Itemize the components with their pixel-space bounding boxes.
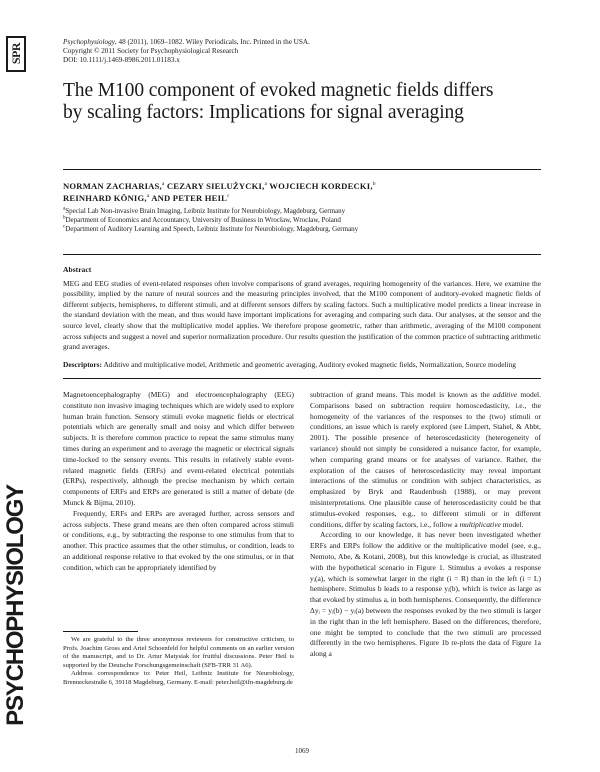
body-paragraph: Magnetoencephalography (MEG) and electroencephalography (EEG) constitute non invasive imaging techniques which are widely used to explore human brain function. Sensory stimuli evoke magnetic fields or electrical potentials which are generally small and noisy and which differ between subjects. It is therefore common practice to repeat the same stimulus many times during an experiment and to average the magnetic or electrical signals time-locked to the sensory events. This results in relatively stable event-related magnetic fields (ERFs) and event-related electrical potentials (ERPs), respectively, although the precise mechanism by which certain components of ERFs and ERPs are generated is still a matter of debate (de Munck & Bijma, 2010). [63,390,294,507]
spr-logo [6,36,26,72]
author-list: NORMAN ZACHARIAS,$^a$ CEZARY SIELUŻYCKI,$^a$ WOJCIECH KORDECKI,$^b$ REINHARD KÖNIG,$^a$ AND PETER HEIL$^c$ [63,181,376,203]
abstract-bottom-rule [63,378,541,379]
descriptors-text: Additive and multiplicative model, Arithmetic and geometric averaging, Auditory evoked magnetic fields, Normalization, Source modeling [102,359,516,369]
author-2: CEZARY SIELUŻYCKI, [166,181,265,191]
body-paragraph: Frequently, ERFs and ERPs are averaged further, across sensors and across subjects. These grand means are then often compared across stimuli or conditions, e.g., by subtracting the response to one stimulus from that to another. This practice assumes that the other stimulus, or condition, leads to an additional response relative to that evoked by the one stimulus, or in that condition, which can be appropriately identified by [63,508,294,572]
body-column-left [63,390,294,574]
journal-sidebar [0,0,28,772]
footnote-acknowledgement: We are grateful to the three anonymous reviewers for constructive criticism, to Profs. Joachim Gross and Ariel Schoenfeld for helpful comments on an earlier version of the manuscript, and to Dr. Artur Matysiak for fruitful discussions. Peter Heil is supported by the Deutsche Forschungsgemeinschaft (SFB-TRR 31 A6). [63,636,294,669]
citation-details: , 48 (2011), 1069–1082. Wiley Periodicals, Inc. Printed in the USA. [114,38,310,46]
abstract [63,265,541,370]
title-line-2: by scaling factors: Implications for signal averaging [63,102,464,123]
author-1: NORMAN ZACHARIAS, [63,181,162,191]
abstract-text: MEG and EEG studies of event-related responses often involve comparisons of grand averages, requiring homogeneity of the variances. Here, we examine the possibility, implied by the nature of neural sources and the measuring principles involved, that the M100 component of auditory-evoked magnetic fields of different subjects, hemispheres, to different stimuli, and at different sensors differs by scaling factors. Such a multiplicative model predicts a linear increase in the standard deviation with the mean, and thus would have important implications for averaging and comparing such data. Our analyses, at the sensor and the source level, clearly show that the multiplicative model applies. We therefore propose geometric, rather than arithmetic, averaging of the M100 component across subjects and suggest a novel and superior normalization procedure. Our results question the justification of the common practice of subtracting arithmetic grand averages. [63,278,541,352]
descriptors-label: Descriptors: [63,359,102,369]
affiliation-a: $^a$Special Lab Non-invasive Brain Imaging, Leibniz Institute for Neurobiology, Magdeburg, Germany [63,206,346,215]
title-rule [63,169,541,170]
body-column-right [310,390,541,660]
citation-header [63,38,563,66]
title-line-1: The M100 component of evoked magnetic fields differs [63,80,494,101]
doi-line: DOI: 10.1111/j.1469-8986.2011.01183.x [63,56,180,65]
abstract-heading: Abstract [63,265,92,274]
abstract-top-rule [63,254,541,255]
acknowledgement-footnote [63,636,294,688]
author-5: AND PETER HEIL [151,192,228,203]
journal-name-vertical [4,455,28,755]
journal-name-vertical-text: PSYCHOPHYSIOLOGY [2,484,29,726]
page-number: 1069 [295,747,309,755]
descriptors [63,360,541,371]
citation-line [63,38,563,47]
footnote-correspondence: Address correspondence to: Peter Heil, Leibniz Institute for Neurobiology, Brenneckestraße 6, 39118 Magdeburg, Germany. E-mail: peter.heil@ifn-magdeburg.de [63,670,294,686]
author-4: REINHARD KÖNIG, [63,192,147,203]
article-title [63,80,563,124]
logo-text: SPR [9,43,23,65]
body-paragraph: subtraction of grand means. This model is known as the additive model. Comparisons based on subtraction require homoscedasticity, i.e., the homogeneity of the variances of the responses to the (two) stimuli or conditions, an issue which is rarely explored (see Limpert, Stahel, & Abbt, 2001). The possible presence of heteroscedasticity (heterogeneity of variance) should not simply be considered a nuisance factor, for example, when comparing grand means or for analyses of variance. Rather, the exploration of the causes of heteroscedasticity may reveal important interactions of the stimulus or condition with subject characteristics, as emphasized by Bryk and Raudenbush (1988), or may prevent misinterpretations. One plausible cause of heteroscedasticity could be that stimulus-evoked responses, e.g., to different stimuli or in different conditions, differ by scaling factors, i.e., follow a multiplicative model. [310,390,541,529]
affiliations [63,207,541,235]
affiliation-c: $^c$Department of Auditory Learning and Speech, Leibniz Institute for Neurobiology, Magdeburg, Germany [63,225,359,234]
affiliation-b: $^b$Department of Economics and Accountancy, University of Business in Wrocław, Wrocław, Poland [63,215,341,225]
footnote-rule [63,631,138,632]
author-3: WOJCIECH KORDECKI, [269,181,373,191]
copyright-line: Copyright © 2011 Society for Psychophysiological Research [63,47,239,56]
journal-name: Psychophysiology [63,38,115,46]
body-paragraph: According to our knowledge, it has never been investigated whether ERFs and ERPs follow the additive or the multiplicative model (see, e.g., Nemoto, Abe, & Kotani, 2008), but this knowledge is crucial, as illustrated with the hypothetical scenario in Figure 1. Stimulus a evokes a response yᵢ(a), which is somewhat larger in the right (i = R) than in the left (i = L) hemisphere. Stimulus b leads to a response yᵢ(b), which is twice as large as that evoked by stimulus a, in both hemispheres. Consequently, the difference Δyᵢ = yᵢ(b) − yᵢ(a) between the responses evoked by the two stimuli is larger in the right than in the left hemisphere. Based on the differences, therefore, one might be tempted to conclude that the two stimuli are processed differently in the two hemispheres. Figure 1b re-plots the data of Figure 1a along a [310,530,541,659]
